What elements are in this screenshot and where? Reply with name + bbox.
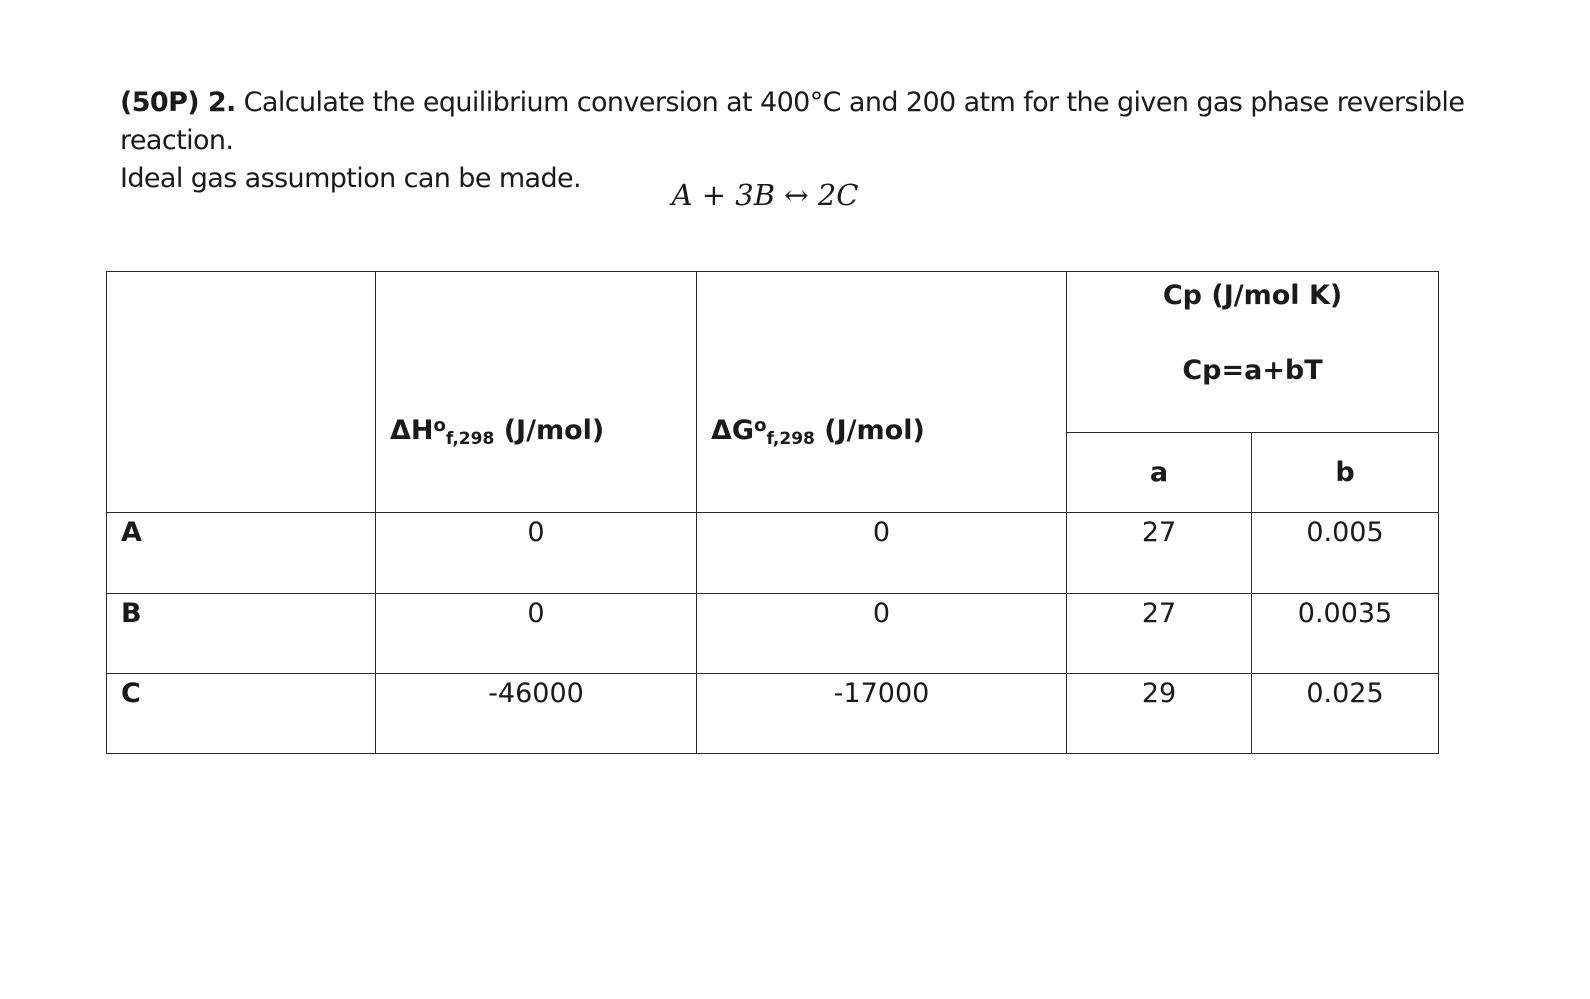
dg-value: 0	[697, 513, 1067, 593]
a-value: 29	[1067, 673, 1252, 753]
b-value: 0.0035	[1252, 593, 1439, 673]
problem-points: (50P) 2.	[120, 87, 236, 118]
b-value: 0.025	[1252, 673, 1439, 753]
a-value: 27	[1067, 593, 1252, 673]
dh-value: -46000	[376, 673, 697, 753]
header-dh: $\Delta H^o_{f,298}$ (J/mol)	[376, 272, 697, 513]
species-label: B	[107, 593, 376, 673]
table-row	[107, 593, 1439, 673]
header-a: a	[1067, 433, 1252, 513]
problem-text-line2: Ideal gas assumption can be made.	[120, 163, 582, 194]
header-empty-cell	[107, 272, 376, 513]
dh-value: 0	[376, 593, 697, 673]
header-cp	[1067, 272, 1439, 433]
a-value: 27	[1067, 513, 1252, 593]
dg-value: 0	[697, 593, 1067, 673]
header-b: b	[1252, 433, 1439, 513]
species-label: C	[107, 673, 376, 753]
species-label: A	[107, 513, 376, 593]
table-row	[107, 513, 1439, 593]
dh-value: 0	[376, 513, 697, 593]
problem-text-line1: Calculate the equilibrium conversion at 400°C and 200 atm for the given gas phase reversible reaction.	[120, 87, 1465, 156]
cp-title: Cp (J/mol K)	[1162, 280, 1343, 311]
table-row	[107, 673, 1439, 753]
b-value: 0.005	[1252, 513, 1439, 593]
header-dg: $\Delta G^o_{f,298}$ (J/mol)	[697, 272, 1067, 513]
cp-formula: Cp=a+bT	[1182, 355, 1323, 386]
dg-value: -17000	[697, 673, 1067, 753]
reaction-equation: A + 3B ↔ 2C	[671, 178, 859, 212]
thermo-data-table	[106, 271, 1439, 754]
